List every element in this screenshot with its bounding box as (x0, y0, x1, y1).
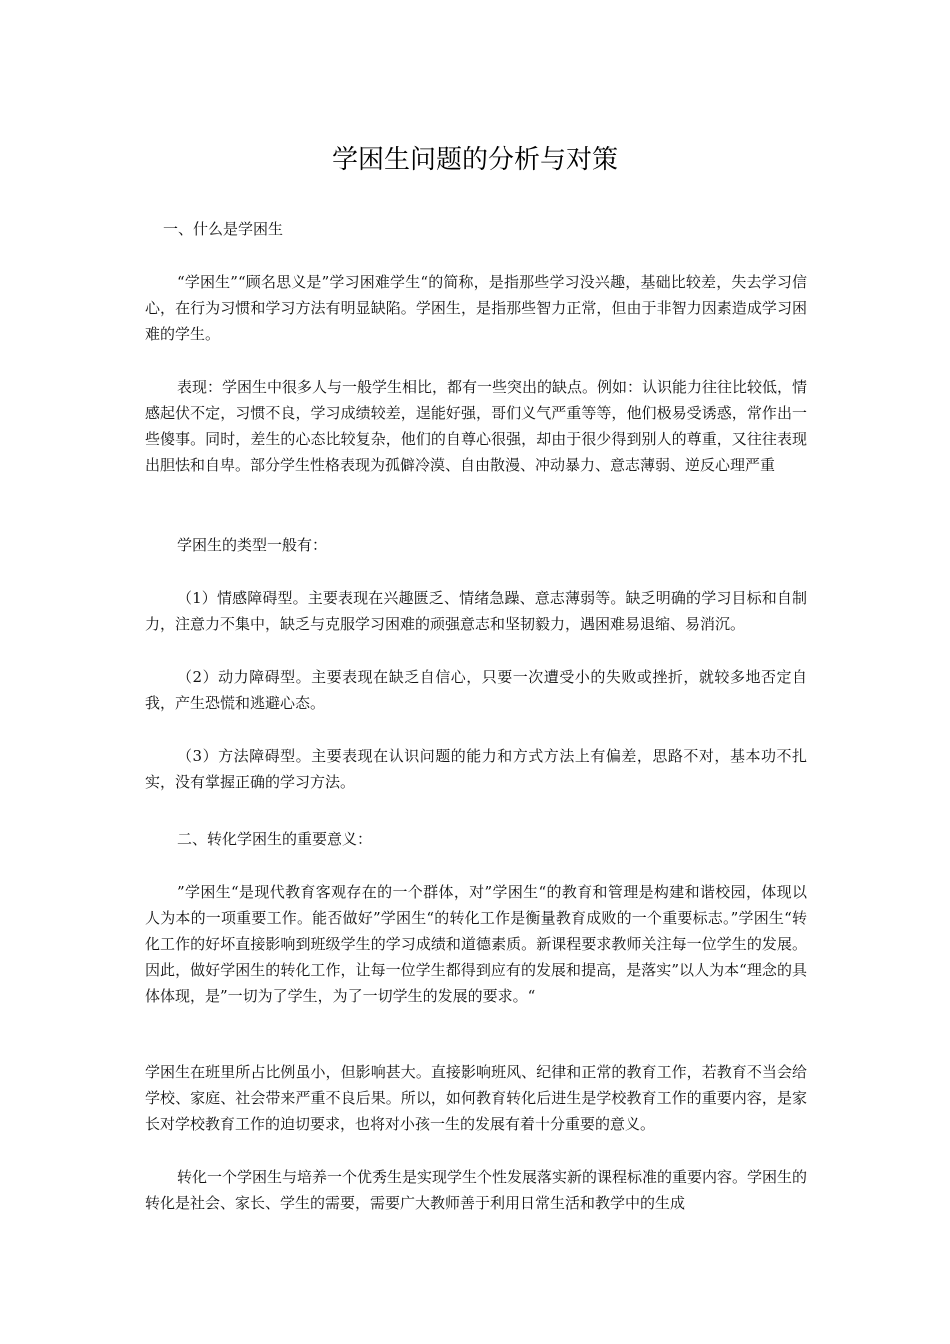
paragraph-transformation: 转化一个学困生与培养一个优秀生是实现学生个性发展落实新的课程标准的重要内容。学困生的转化是社会、家长、学生的需要，需要广大教师善于利用日常生活和教学中的生成 (145, 1168, 808, 1212)
section-heading-2: 二、转化学困生的重要意义： (177, 830, 373, 848)
paragraph-type-2: （2）动力障碍型。主要表现在缺乏自信心，只要一次遭受小的失败或挫折，就较多地否定自我，产生恐慌和逃避心态。 (145, 668, 807, 712)
paragraph-type-3: （3）方法障碍型。主要表现在认识问题的能力和方式方法上有偏差，思路不对，基本功不扎实，没有掌握正确的学习方法。 (145, 747, 807, 791)
paragraph-manifestation: 表现：学困生中很多人与一般学生相比，都有一些突出的缺点。例如：认识能力往往比较低，情感起伏不定，习惯不良，学习成绩较差，逞能好强，哥们义气严重等等，他们极易受诱惑，常作出一些傻事。同时，差生的心态比较复杂，他们的自尊心很强，却由于很少得到别人的尊重，又往往表现出胆怯和自卑。部分学生性格表现为孤僻冷漠、自由散漫、冲动暴力、意志薄弱、逆反心理严重 (145, 378, 808, 474)
section-heading-1: 一、什么是学困生 (163, 220, 284, 238)
document-title: 学困生问题的分析与对策 (331, 145, 618, 175)
paragraph-significance: ”学困生“是现代教育客观存在的一个群体，对”学困生“的教育和管理是构建和谐校园，体现以人为本的一项重要工作。能否做好”学困生“的转化工作是衡量教育成败的一个重要标志。”学困生“转化工作的好坏直接影响到班级学生的学习成绩和道德素质。新课程要求教师关注每一位学生的发展。因此，做好学困生的转化工作，让每一位学生都得到应有的发展和提高，是落实”以人为本“理念的具体体现，是”一切为了学生，为了一切学生的发展的要求。“ (145, 883, 807, 1005)
paragraph-definition: “学困生”“顾名思义是”学习困难学生“的简称，是指那些学习没兴趣，基础比较差，失去学习信心，在行为习惯和学习方法有明显缺陷。学困生，是指那些智力正常，但由于非智力因素造成学习困难的学生。 (145, 273, 807, 343)
paragraph-type-1: （1）情感障碍型。主要表现在兴趣匮乏、情绪急躁、意志薄弱等。缺乏明确的学习目标和自制力，注意力不集中，缺乏与克服学习困难的顽强意志和坚韧毅力，遇困难易退缩、易消沉。 (145, 589, 807, 633)
paragraph-types-intro: 学困生的类型一般有： (177, 536, 328, 554)
paragraph-impact: 学困生在班里所占比例虽小，但影响甚大。直接影响班风、纪律和正常的教育工作，若教育不当会给学校、家庭、社会带来严重不良后果。所以，如何教育转化后进生是学校教育工作的重要内容，是家长对学校教育工作的迫切要求，也将对小孩一生的发展有着十分重要的意义。 (145, 1063, 807, 1133)
